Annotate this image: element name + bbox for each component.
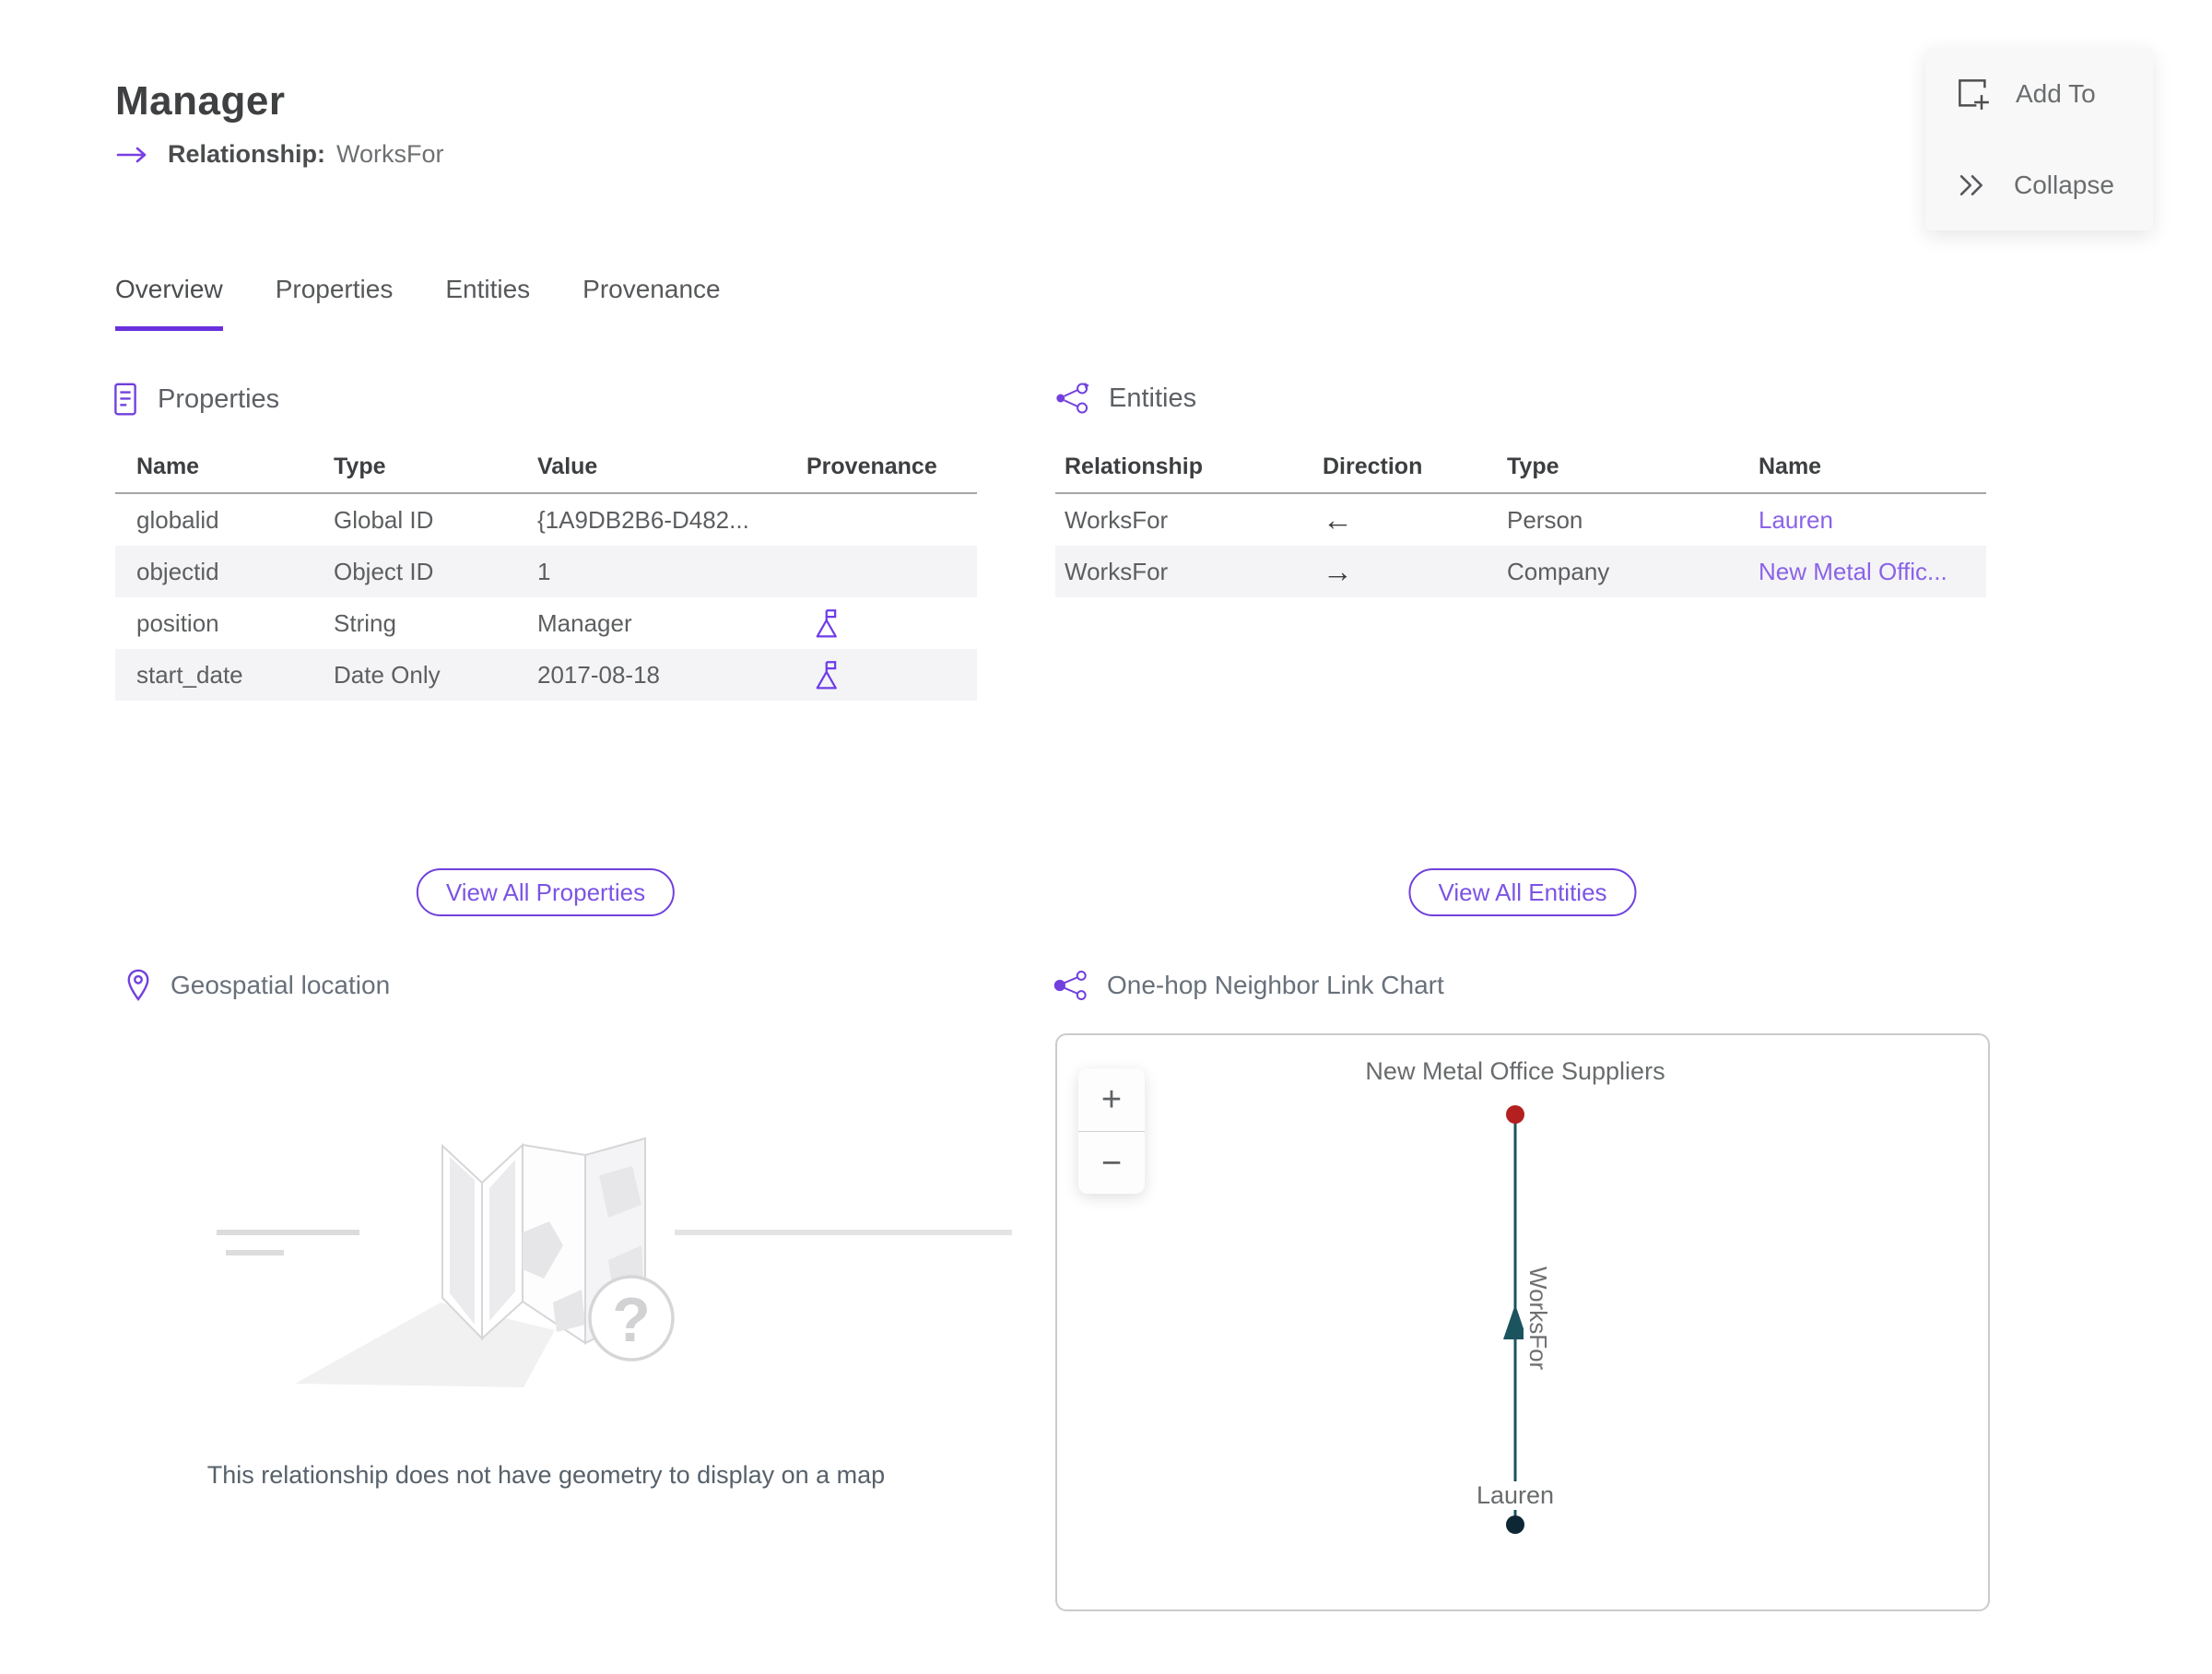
property-value: 1 xyxy=(537,557,551,585)
column-header-type: Type xyxy=(1507,453,1559,479)
properties-icon xyxy=(112,382,139,417)
property-value: 2017-08-18 xyxy=(537,660,660,689)
entity-relationship: WorksFor xyxy=(1065,505,1169,534)
property-type: Global ID xyxy=(334,505,434,534)
direction-arrow: → xyxy=(1323,554,1353,588)
property-type: String xyxy=(334,608,396,637)
svg-text:?: ? xyxy=(612,1285,651,1355)
entity-name-link[interactable]: New Metal Offic... xyxy=(1759,557,1947,585)
collapse-label: Collapse xyxy=(2014,170,2114,199)
entity-relationship: WorksFor xyxy=(1065,557,1169,585)
add-to-button[interactable] xyxy=(1925,48,2153,139)
breadcrumb xyxy=(116,140,444,169)
action-card xyxy=(1925,48,2153,230)
property-value: Manager xyxy=(537,608,632,637)
direction-arrow: ← xyxy=(1323,502,1353,536)
tab-entities[interactable]: Entities xyxy=(445,275,531,303)
properties-section-title: Properties xyxy=(158,383,280,414)
provenance-flag-icon[interactable] xyxy=(806,659,977,690)
properties-section-header xyxy=(112,382,279,417)
entity-row xyxy=(1055,494,1986,546)
property-name: position xyxy=(136,608,219,637)
graph-node-label-company: New Metal Office Suppliers xyxy=(1365,1057,1665,1085)
tab-properties[interactable]: Properties xyxy=(275,275,394,303)
map-placeholder-illustration xyxy=(129,1092,1014,1461)
property-type: Date Only xyxy=(334,660,441,689)
map-pin-icon xyxy=(124,968,152,1003)
entity-type: Person xyxy=(1507,505,1583,534)
property-row xyxy=(115,597,977,649)
link-chart-graph xyxy=(1057,1035,1988,1609)
subtitle-label: Relationship: xyxy=(168,140,326,168)
add-to-label: Add To xyxy=(2016,78,2096,108)
properties-table-header xyxy=(115,441,977,494)
provenance-flag-icon[interactable] xyxy=(806,607,977,639)
collapse-chevrons-icon xyxy=(1957,172,1988,198)
tab-bar xyxy=(115,275,721,331)
entity-type: Company xyxy=(1507,557,1610,585)
property-type: Object ID xyxy=(334,557,434,585)
link-chart-section-header xyxy=(1052,970,1444,1001)
property-value: {1A9DB2B6-D482... xyxy=(537,505,749,534)
entities-section-title: Entities xyxy=(1109,383,1197,413)
link-chart-section-title: One-hop Neighbor Link Chart xyxy=(1107,971,1444,999)
entities-section-header xyxy=(1053,382,1196,415)
property-row xyxy=(115,494,977,546)
zoom-in-button[interactable]: + xyxy=(1078,1068,1145,1132)
property-name: start_date xyxy=(136,660,243,689)
view-all-entities-button[interactable]: View All Entities xyxy=(1408,868,1636,916)
property-name: objectid xyxy=(136,557,219,585)
relationship-arrow-icon xyxy=(116,145,149,165)
graph-edge-label: WorksFor xyxy=(1524,1263,1552,1373)
view-all-properties-button[interactable]: View All Properties xyxy=(417,868,675,916)
no-geometry-message: This relationship does not have geometry to display on a map xyxy=(206,1461,886,1489)
column-header-direction: Direction xyxy=(1323,453,1423,479)
column-header-value: Value xyxy=(537,453,598,479)
entity-name-link[interactable]: Lauren xyxy=(1759,505,1833,534)
collapse-button[interactable] xyxy=(1925,139,2153,230)
column-header-type: Type xyxy=(334,453,386,479)
entities-table xyxy=(1055,441,1986,597)
graph-node-company[interactable] xyxy=(1506,1105,1524,1124)
link-chart-icon xyxy=(1052,970,1088,1001)
geospatial-section-header xyxy=(124,968,390,1003)
page-title: Manager xyxy=(115,78,286,124)
column-header-name: Name xyxy=(136,453,200,479)
property-row xyxy=(115,546,977,597)
entity-row xyxy=(1055,546,1986,597)
subtitle-value: WorksFor xyxy=(336,140,444,168)
zoom-out-button[interactable]: − xyxy=(1100,1143,1123,1183)
properties-table xyxy=(115,441,977,701)
entities-table-header xyxy=(1055,441,1986,494)
column-header-name: Name xyxy=(1759,453,1822,479)
property-row xyxy=(115,649,977,701)
graph-node-person[interactable] xyxy=(1506,1515,1524,1534)
tab-provenance[interactable]: Provenance xyxy=(582,275,721,303)
tab-overview[interactable]: Overview xyxy=(115,275,223,331)
add-to-icon xyxy=(1957,77,1990,111)
link-chart-canvas[interactable] xyxy=(1055,1033,1990,1611)
column-header-relationship: Relationship xyxy=(1065,453,1204,479)
column-header-provenance: Provenance xyxy=(806,453,937,479)
geospatial-section-title: Geospatial location xyxy=(171,971,391,999)
entities-icon xyxy=(1053,382,1090,415)
property-name: globalid xyxy=(136,505,219,534)
graph-node-label-person: Lauren xyxy=(1471,1481,1559,1510)
